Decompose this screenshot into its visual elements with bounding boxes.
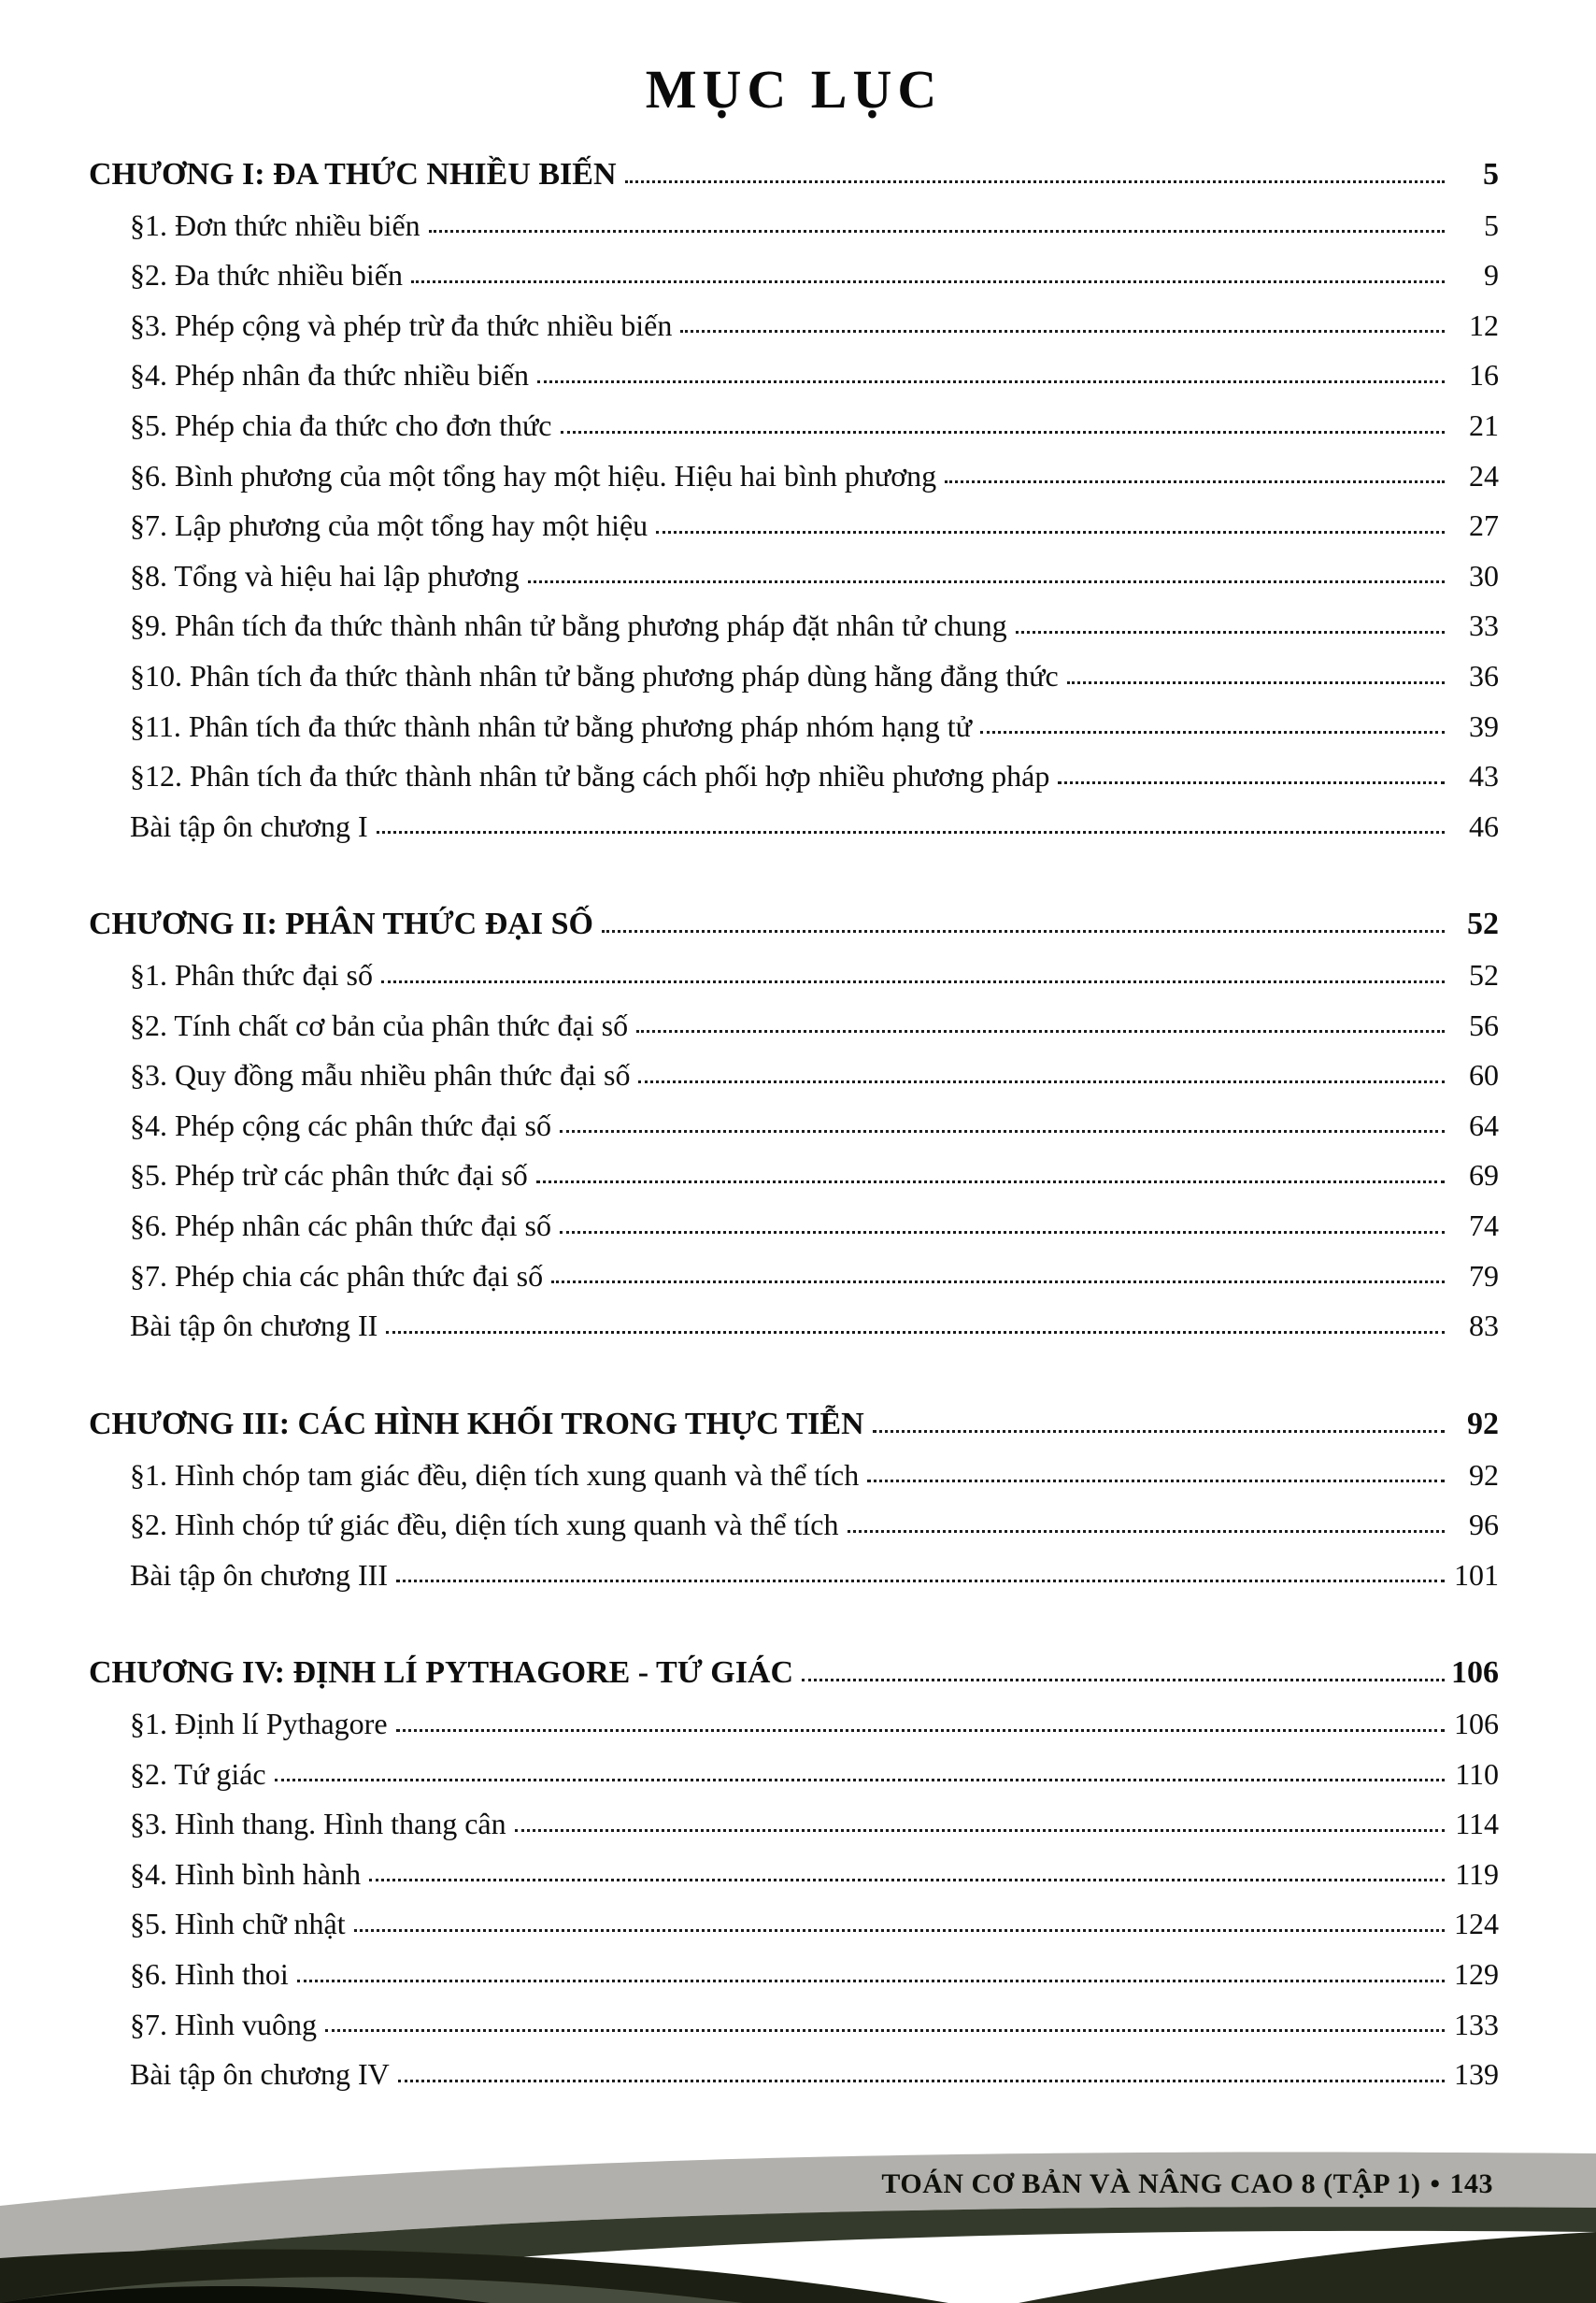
- footer: [881, 2168, 1493, 2200]
- toc-item-page: 46: [1469, 808, 1499, 843]
- toc-item-page: 27: [1469, 508, 1499, 543]
- dot-leader: [1067, 681, 1445, 684]
- chapter-page: 106: [1451, 1655, 1499, 1691]
- chapter-page: 52: [1467, 907, 1499, 942]
- toc-item-page: 129: [1454, 1956, 1499, 1991]
- toc-item-label: Bài tập ôn chương I: [130, 808, 368, 843]
- toc-item-label: §2. Tứ giác: [130, 1756, 266, 1791]
- chapter-title: CHƯƠNG I: ĐA THỨC NHIỀU BIẾN: [89, 157, 617, 192]
- dot-leader: [848, 1530, 1446, 1533]
- toc-item: [89, 1699, 1499, 1750]
- dot-leader: [1058, 781, 1445, 784]
- toc-item: [89, 1850, 1499, 1900]
- dot-leader: [656, 531, 1445, 534]
- toc-item-label: §1. Hình chóp tam giác đều, diện tích xung quanh và thể tích: [130, 1457, 860, 1492]
- toc-item: [89, 651, 1499, 702]
- toc-item-page: 9: [1484, 258, 1499, 293]
- toc-item: [89, 201, 1499, 251]
- page-title: MỤC LỤC: [645, 59, 943, 120]
- toc-item-page: 30: [1469, 558, 1499, 593]
- toc-item-label: Bài tập ôn chương II: [130, 1309, 378, 1343]
- toc-item: [89, 1252, 1499, 1302]
- chapter-row: [89, 149, 1499, 201]
- dot-leader: [560, 1231, 1445, 1234]
- toc-item-label: §3. Phép cộng và phép trừ đa thức nhiều biến: [130, 308, 673, 342]
- toc-item-page: 24: [1469, 458, 1499, 493]
- toc-item-label: §3. Quy đồng mẫu nhiều phân thức đại số: [130, 1058, 631, 1093]
- dot-leader: [551, 1280, 1445, 1283]
- toc-item-page: 39: [1469, 708, 1499, 743]
- toc-item-label: §5. Phép trừ các phân thức đại số: [130, 1158, 528, 1193]
- footer-book-title: TOÁN CƠ BẢN VÀ NÂNG CAO 8 (TẬP 1): [881, 2168, 1421, 2199]
- toc-item: [89, 702, 1499, 752]
- toc-item: [89, 1001, 1499, 1051]
- toc-item-page: 74: [1469, 1209, 1499, 1243]
- toc-item-label: §7. Phép chia các phân thức đại số: [130, 1258, 544, 1293]
- toc-item: [89, 1301, 1499, 1352]
- toc-item-label: §4. Phép cộng các phân thức đại số: [130, 1108, 551, 1142]
- toc-item-page: 5: [1484, 207, 1499, 242]
- toc-item-page: 106: [1454, 1707, 1499, 1740]
- dot-leader: [802, 1679, 1445, 1681]
- toc-item: [89, 751, 1499, 802]
- toc-item-page: 56: [1469, 1008, 1499, 1042]
- toc-item-label: §1. Đơn thức nhiều biến: [130, 207, 420, 242]
- toc-item: [89, 551, 1499, 602]
- toc-item-page: 92: [1469, 1457, 1499, 1492]
- toc-item: [89, 1201, 1499, 1252]
- toc-item-label: §10. Phân tích đa thức thành nhân tử bằng phương pháp dùng hằng đẳng thức: [130, 659, 1059, 694]
- toc-item: [89, 951, 1499, 1001]
- toc-item: [89, 1750, 1499, 1800]
- toc-item-page: 83: [1469, 1309, 1499, 1343]
- toc-item: [89, 1101, 1499, 1152]
- footer-bullet: •: [1430, 2168, 1441, 2199]
- dot-leader: [396, 1580, 1445, 1582]
- dot-leader: [411, 280, 1445, 283]
- dot-leader: [1016, 631, 1445, 634]
- toc-item-page: 79: [1469, 1258, 1499, 1293]
- toc-item-label: §7. Hình vuông: [130, 2007, 317, 2041]
- toc-item: [89, 1500, 1499, 1551]
- toc-item-label: §2. Hình chóp tứ giác đều, diện tích xung quanh và thể tích: [130, 1508, 839, 1542]
- toc-item-page: 64: [1469, 1108, 1499, 1142]
- dot-leader: [867, 1480, 1445, 1482]
- toc-item-label: §9. Phân tích đa thức thành nhân tử bằng phương pháp đặt nhân tử chung: [130, 608, 1007, 643]
- toc-content: [89, 58, 1499, 2100]
- toc-item-page: 21: [1469, 408, 1499, 443]
- toc-item-label: §6. Phép nhân các phân thức đại số: [130, 1209, 551, 1243]
- toc-chapter: [89, 898, 1499, 1351]
- dot-leader: [386, 1331, 1445, 1334]
- dot-leader: [980, 731, 1445, 734]
- dot-leader: [528, 580, 1445, 583]
- chapter-row: [89, 1398, 1499, 1451]
- chapter-items: [89, 201, 1499, 852]
- toc-item-page: 36: [1469, 659, 1499, 694]
- dot-leader: [396, 1729, 1445, 1732]
- toc-item-page: 101: [1454, 1557, 1499, 1592]
- dot-leader: [636, 1030, 1445, 1033]
- chapter-title: CHƯƠNG II: PHÂN THỨC ĐẠI SỐ: [89, 907, 593, 942]
- dot-leader: [602, 930, 1445, 933]
- dot-leader: [561, 431, 1446, 434]
- chapter-items: [89, 1451, 1499, 1601]
- dot-leader: [680, 330, 1445, 333]
- toc-item-label: §5. Phép chia đa thức cho đơn thức: [130, 408, 552, 443]
- toc-item-label: §2. Đa thức nhiều biến: [130, 258, 403, 293]
- toc-item-page: 114: [1455, 1807, 1499, 1841]
- dot-leader: [354, 1929, 1445, 1932]
- toc-item-label: §6. Bình phương của một tổng hay một hiệu. Hiệu hai bình phương: [130, 458, 937, 493]
- toc-item-page: 133: [1454, 2007, 1499, 2041]
- toc-item: [89, 1551, 1499, 1601]
- dot-leader: [638, 1080, 1445, 1083]
- dot-leader: [377, 831, 1445, 834]
- toc-item-label: §2. Tính chất cơ bản của phân thức đại số: [130, 1008, 629, 1042]
- toc-item-label: §7. Lập phương của một tổng hay một hiệu: [130, 508, 648, 543]
- toc-item: [89, 301, 1499, 351]
- toc-item-page: 43: [1469, 759, 1499, 794]
- toc: [89, 149, 1499, 2100]
- toc-item-page: 124: [1454, 1907, 1499, 1941]
- dot-leader: [381, 980, 1445, 983]
- chapter-page: 5: [1483, 157, 1499, 192]
- toc-item-label: §11. Phân tích đa thức thành nhân tử bằng phương pháp nhóm hạng tử: [130, 708, 972, 743]
- chapter-page: 92: [1467, 1406, 1499, 1441]
- toc-item-page: 60: [1469, 1058, 1499, 1093]
- toc-item: [89, 401, 1499, 451]
- dot-leader: [945, 480, 1445, 483]
- toc-item-page: 33: [1469, 608, 1499, 643]
- toc-item: [89, 1950, 1499, 2000]
- toc-item-label: §5. Hình chữ nhật: [130, 1907, 346, 1941]
- toc-item: [89, 1451, 1499, 1501]
- toc-item: [89, 1799, 1499, 1850]
- chapter-row: [89, 898, 1499, 951]
- toc-item: [89, 250, 1499, 301]
- dot-leader: [429, 230, 1445, 233]
- dot-leader: [369, 1879, 1445, 1881]
- toc-item: [89, 1051, 1499, 1101]
- toc-item: [89, 501, 1499, 551]
- toc-item-page: 119: [1455, 1856, 1499, 1891]
- dot-leader: [536, 1180, 1445, 1183]
- footer-page-number: 143: [1449, 2168, 1493, 2199]
- chapter-title: CHƯƠNG IV: ĐỊNH LÍ PYTHAGORE - TỨ GIÁC: [89, 1655, 794, 1691]
- toc-item-label: §4. Hình bình hành: [130, 1856, 362, 1891]
- dot-leader: [873, 1430, 1445, 1433]
- toc-item-label: Bài tập ôn chương III: [130, 1557, 388, 1592]
- toc-item-label: Bài tập ôn chương IV: [130, 2057, 390, 2092]
- toc-item-page: 12: [1469, 308, 1499, 342]
- toc-item-page: 96: [1469, 1508, 1499, 1542]
- toc-item-label: §1. Định lí Pythagore: [130, 1707, 388, 1740]
- dot-leader: [275, 1779, 1445, 1781]
- toc-item-label: §1. Phân thức đại số: [130, 958, 373, 993]
- toc-item-page: 69: [1469, 1158, 1499, 1193]
- toc-item: [89, 350, 1499, 401]
- chapter-items: [89, 951, 1499, 1352]
- toc-item-page: 16: [1469, 358, 1499, 393]
- dot-leader: [625, 180, 1445, 183]
- dot-leader: [297, 1980, 1445, 1982]
- toc-item-page: 139: [1454, 2057, 1499, 2092]
- toc-item: [89, 451, 1499, 502]
- toc-item-label: §6. Hình thoi: [130, 1956, 289, 1991]
- toc-item: [89, 601, 1499, 651]
- toc-item-page: 52: [1469, 958, 1499, 993]
- toc-item-label: §8. Tổng và hiệu hai lập phương: [130, 558, 520, 593]
- dot-leader: [560, 1130, 1445, 1133]
- dot-leader: [515, 1829, 1445, 1832]
- toc-item: [89, 1151, 1499, 1201]
- toc-item-page: 110: [1455, 1756, 1499, 1791]
- toc-chapter: [89, 1398, 1499, 1600]
- toc-item: [89, 802, 1499, 852]
- toc-item: [89, 1899, 1499, 1950]
- footer-swoosh-decoration: [0, 2023, 1596, 2303]
- chapter-row: [89, 1647, 1499, 1699]
- toc-item-label: §12. Phân tích đa thức thành nhân tử bằng cách phối hợp nhiều phương pháp: [130, 759, 1050, 794]
- toc-item-label: §3. Hình thang. Hình thang cân: [130, 1807, 506, 1841]
- dot-leader: [537, 380, 1445, 383]
- toc-chapter: [89, 149, 1499, 851]
- chapter-title: CHƯƠNG III: CÁC HÌNH KHỐI TRONG THỰC TIỄN: [89, 1406, 864, 1441]
- swoosh-right-wedge: [1019, 2232, 1596, 2303]
- toc-item-label: §4. Phép nhân đa thức nhiều biến: [130, 358, 530, 393]
